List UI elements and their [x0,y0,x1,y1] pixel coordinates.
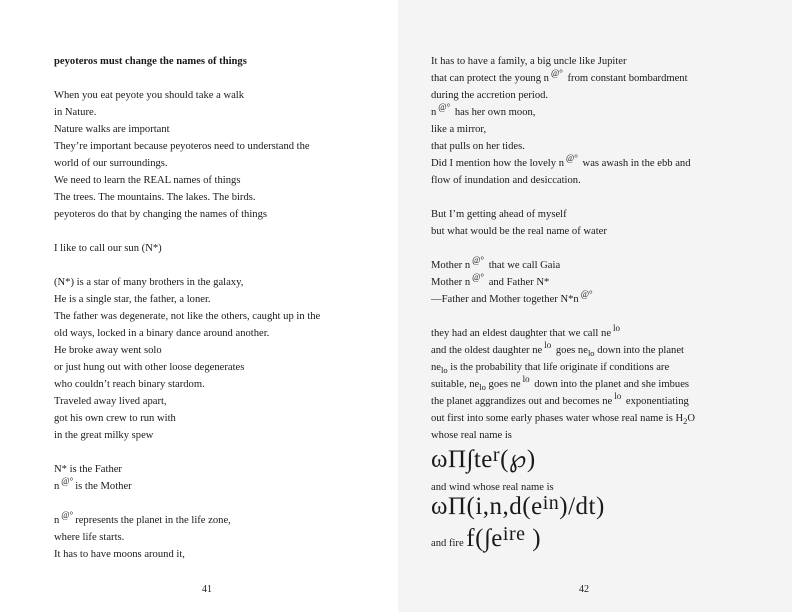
text-line [431,274,776,291]
text-line: in Nature. [54,107,97,118]
text-line [431,104,776,121]
text-line [431,325,776,342]
formula-fragment: ωΠ(i,n,d(e [431,493,543,520]
text-line [431,393,776,410]
text-line [431,70,776,87]
text-line: old ways, locked in a binary dance around another. [54,328,270,339]
text-line: We need to learn the REAL names of things [54,175,241,186]
text-line: Traveled away lived apart, [54,396,167,407]
text-line [54,512,384,529]
right-page-text [431,53,776,558]
water-subscript: 2 [683,416,688,426]
text-line [54,478,384,495]
text-line: Nature walks are important [54,124,170,135]
planet-symbol: n [54,481,60,492]
text-line: They’re important because peyoteros need to understand the [54,141,310,152]
planet-superscript: @° [580,289,593,299]
text-line: flow of inundation and desiccation. [431,175,581,186]
text-line: that pulls on her tides. [431,141,525,152]
text-line [431,155,776,172]
planet-superscript: @° [566,153,578,163]
line-fragment: and fire [431,538,467,549]
planet-superscript: @° [550,68,563,78]
line-fragment: was awash in the ebb and [582,158,691,169]
line-fragment: is the Mother [75,481,132,492]
text-line [431,376,776,393]
line-fragment: they had an eldest daughter that we call ne [431,328,612,339]
line-fragment: exponentiating [623,396,689,407]
text-line: N* is the Father [54,464,122,475]
text-line [431,342,776,359]
text-line: where life starts. [54,532,125,543]
formula-superscript: in [542,492,560,514]
text-line: but what would be the real name of water [431,226,607,237]
text-line: world of our surroundings. [54,158,168,169]
text-line: peyoteros do that by changing the names of things [54,209,268,220]
line-fragment: from constant bombardment [567,73,688,84]
nelo-subscript: lo [441,365,448,375]
line-fragment: down into the planet [594,345,685,356]
nelo-subscript: lo [587,348,595,358]
formula-fragment: ωΠ∫te [431,446,493,473]
stanza-gap [54,495,384,512]
text-line: whose real name is [431,430,512,441]
text-line: I like to call our sun (N*) [54,243,162,254]
line-fragment: and the oldest daughter ne [431,345,543,356]
nelo-subscript: lo [479,382,486,392]
text-line: and wind whose real name is [431,482,554,493]
stanza-gap [431,308,776,325]
text-line: He broke away went solo [54,345,162,356]
water-formula [431,444,776,479]
line-fragment: that we call Gaia [488,260,561,271]
line-fragment: has her own moon, [454,107,536,118]
line-fragment: Did I mention how the lovely n [431,158,564,169]
stanza-gap [431,189,776,206]
text-line: It has to have a family, a big uncle like Jupiter [431,56,627,67]
nelo-superscript: lo [544,340,552,350]
nelo-superscript: lo [522,374,530,384]
poem-title: peyoteros must change the names of things [54,56,247,67]
planet-symbol: n [431,107,437,118]
line-fragment: goes ne [485,379,521,390]
planet-superscript: @° [472,255,485,265]
right-page [398,0,792,612]
fire-line [431,523,776,558]
text-line: He is a single star, the father, a loner. [54,294,211,305]
nelo-superscript: lo [614,391,622,401]
planet-superscript: @° [61,510,74,520]
text-line: or just hung out with other loose degenerates [54,362,245,373]
nelo-superscript: lo [613,323,621,333]
line-fragment: down into the planet and she imbues [531,379,690,390]
formula-fragment: ) [525,525,542,552]
text-line: It has to have moons around it, [54,549,185,560]
line-fragment: —Father and Mother together N*n [431,294,579,305]
text-line: got his own crew to run with [54,413,176,424]
line-fragment: O [687,413,696,424]
text-line: in the great milky spew [54,430,154,441]
line-fragment: is the probability that life originate if conditions are [447,362,670,373]
text-line [431,291,776,308]
text-line: But I’m getting ahead of myself [431,209,567,220]
page-number: 42 [579,584,589,595]
text-line: like a mirror, [431,124,487,135]
text-line [431,410,776,427]
stanza-gap [54,257,384,274]
line-fragment: Mother n [431,277,471,288]
text-line: The trees. The mountains. The lakes. The birds. [54,192,256,203]
planet-superscript: @° [472,272,485,282]
page-number: 41 [202,584,212,595]
planet-superscript: @° [61,476,74,486]
line-fragment: ne [431,362,441,373]
line-fragment: that can protect the young n [431,73,549,84]
text-line: during the accretion period. [431,90,549,101]
stanza-gap [54,223,384,240]
text-line: The father was degenerate, not like the others, caught up in the [54,311,321,322]
text-line: When you eat peyote you should take a walk [54,90,245,101]
wind-formula [431,492,776,526]
formula-superscript: r [492,444,501,466]
line-fragment: Mother n [431,260,471,271]
text-line [431,359,776,376]
planet-symbol: n [54,515,60,526]
stanza-gap [54,444,384,461]
text-line: who couldn’t reach binary stardom. [54,379,205,390]
left-page-text [54,53,384,563]
line-fragment: and Father N* [488,277,550,288]
text-line: (N*) is a star of many brothers in the galaxy, [54,277,244,288]
planet-superscript: @° [438,102,451,112]
formula-fragment: (℘) [500,446,536,473]
line-fragment: the planet aggrandizes out and becomes ne [431,396,613,407]
line-fragment: goes ne [553,345,588,356]
line-fragment: suitable, ne [431,379,480,390]
formula-fragment: f(∫e [466,525,503,552]
formula-fragment: )/dt) [559,493,605,520]
line-fragment: represents the planet in the life zone, [75,515,231,526]
formula-superscript: ire [502,523,526,545]
line-fragment: out first into some early phases water whose real name is H [431,413,684,424]
stanza-gap [54,70,384,87]
